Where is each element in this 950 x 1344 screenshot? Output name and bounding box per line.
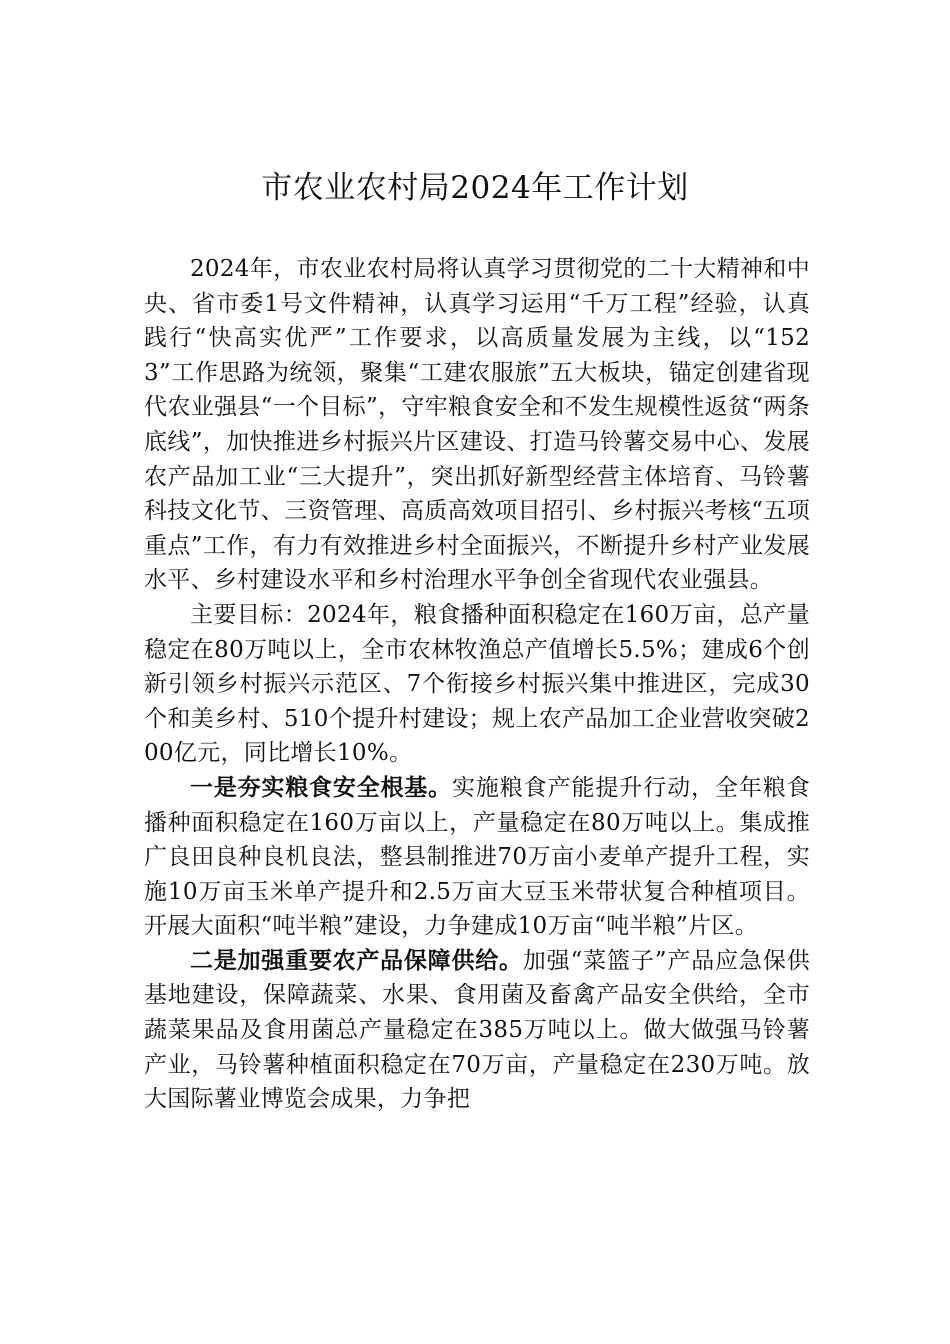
paragraph-text: 2024年，市农业农村局将认真学习贯彻党的二十大精神和中央、省市委1号文件精神，认真学习运用“千万工程”经验，认真践行“快高实优严”工作要求，以高质量发展为主线，以“1523”工作思路为统领，聚集“工建农服旅”五大板块，锚定创建省现代农业强县“一个目标”，守牢粮食安全和不发生规模性返贫“两条底线”，加快推进乡村振兴片区建设、打造马铃薯交易中心、发展农产品加工业“三大提升”，突出抓好新型经营主体培育、马铃薯科技文化节、三资管理、高质高效项目招引、乡村振兴考核“五项重点”工作，有力有效推进乡村全面振兴，不断提升乡村产业发展水平、乡村建设水平和乡村治理水平争创全省现代农业强县。 (144, 256, 810, 594)
paragraph-lead-heading: 二是加强重要农产品保障供给。 (190, 947, 523, 974)
paragraph-product-supply (144, 944, 810, 1117)
paragraph-text: 实施粮食产能提升行动，全年粮食播种面积稳定在160万亩以上，产量稳定在80万吨以上。集成推广良田良种良机良法，整县制推进70万亩小麦单产提升工程，实施10万亩玉米单产提升和2.5万亩大豆玉米带状复合种植项目。开展大面积“吨半粮”建设，力争建成10万亩“吨半粮”片区。 (144, 774, 811, 940)
paragraph-intro (144, 252, 810, 598)
paragraph-text: 主要目标：2024年，粮食播种面积稳定在160万亩，总产量稳定在80万吨以上，全市农林牧渔总产值增长5.5%；建成6个创新引领乡村振兴示范区、7个衔接乡村振兴集中推进区，完成30个和美乡村、510个提升村建设；规上农产品加工企业营收突破200亿元，同比增长10%。 (144, 601, 810, 767)
document-body (144, 252, 810, 1117)
paragraph-grain-security (144, 771, 810, 944)
paragraph-main-goals (144, 598, 810, 771)
paragraph-lead-heading: 一是夯实粮食安全根基。 (190, 774, 452, 801)
document-title: 市农业农村局2024年工作计划 (261, 170, 689, 206)
paragraph-text: 加强“菜篮子”产品应急保供基地建设，保障蔬菜、水果、食用菌及畜禽产品安全供给，全市蔬菜果品及食用菌总产量稳定在385万吨以上。做大做强马铃薯产业，马铃薯种植面积稳定在70万亩，产量稳定在230万吨。放大国际薯业博览会成果，力争把 (144, 947, 810, 1113)
